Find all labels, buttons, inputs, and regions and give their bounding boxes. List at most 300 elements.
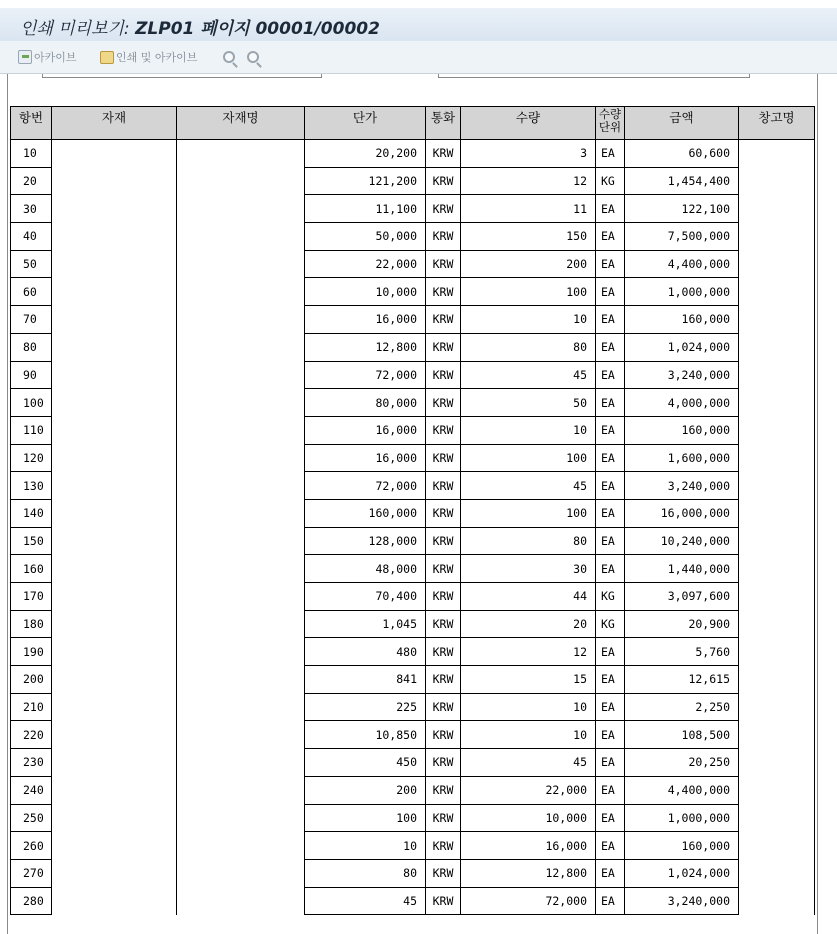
qty-unit-line2: 단위 [598, 120, 622, 134]
warehouse-cell [739, 804, 815, 832]
col-header-amount: 금액 [625, 107, 739, 140]
header-field-stub [438, 74, 750, 78]
amount-cell: 2,250 [625, 693, 739, 721]
currency-cell: KRW [426, 832, 461, 860]
table-row [11, 638, 815, 666]
currency-cell: KRW [426, 583, 461, 611]
material-name-cell [177, 472, 305, 500]
unit-price-cell: 80,000 [305, 389, 426, 417]
item-cell: 90 [11, 361, 52, 389]
unit-cell: EA [596, 638, 625, 666]
unit-price-cell: 200 [305, 776, 426, 804]
table-row [11, 444, 815, 472]
amount-cell: 160,000 [625, 416, 739, 444]
title-bar [0, 8, 837, 42]
qty-unit-line1: 수량 [598, 107, 622, 121]
amount-cell: 4,400,000 [625, 776, 739, 804]
amount-cell: 3,240,000 [625, 472, 739, 500]
table-header-row [11, 107, 815, 140]
table-row [11, 832, 815, 860]
table-row [11, 361, 815, 389]
zoom-in-button[interactable] [223, 48, 237, 66]
amount-cell: 1,600,000 [625, 444, 739, 472]
currency-cell: KRW [426, 195, 461, 223]
quantity-cell: 10 [461, 306, 596, 334]
quantity-cell: 100 [461, 278, 596, 306]
currency-cell: KRW [426, 278, 461, 306]
unit-price-cell: 121,200 [305, 167, 426, 195]
material-cell [52, 444, 177, 472]
quantity-cell: 20 [461, 610, 596, 638]
unit-cell: EA [596, 693, 625, 721]
unit-cell: EA [596, 776, 625, 804]
col-header-quantity: 수량 [461, 107, 596, 140]
print-archive-label: 인쇄 및 아카이브 [116, 51, 198, 64]
table-row [11, 776, 815, 804]
unit-cell: EA [596, 278, 625, 306]
amount-cell: 122,100 [625, 195, 739, 223]
material-cell [52, 389, 177, 417]
quantity-cell: 16,000 [461, 832, 596, 860]
title-document: ZLP01 페이지 00001/00002 [135, 19, 380, 39]
material-cell [52, 223, 177, 251]
item-cell: 10 [11, 140, 52, 168]
table-row [11, 250, 815, 278]
amount-cell: 3,240,000 [625, 887, 739, 915]
item-cell: 260 [11, 832, 52, 860]
unit-cell: EA [596, 666, 625, 694]
warehouse-cell [739, 499, 815, 527]
currency-cell: KRW [426, 361, 461, 389]
item-cell: 30 [11, 195, 52, 223]
print-archive-button[interactable] [100, 48, 197, 66]
material-name-cell [177, 278, 305, 306]
material-cell [52, 140, 177, 168]
warehouse-cell [739, 721, 815, 749]
item-cell: 220 [11, 721, 52, 749]
currency-cell: KRW [426, 721, 461, 749]
quantity-cell: 12,800 [461, 859, 596, 887]
unit-price-cell: 10,000 [305, 278, 426, 306]
amount-cell: 1,024,000 [625, 859, 739, 887]
material-cell [52, 472, 177, 500]
item-cell: 170 [11, 583, 52, 611]
unit-price-cell: 80 [305, 859, 426, 887]
amount-cell: 10,240,000 [625, 527, 739, 555]
amount-cell: 1,000,000 [625, 804, 739, 832]
page-edge-left [7, 74, 8, 934]
table-row [11, 749, 815, 777]
warehouse-cell [739, 416, 815, 444]
warehouse-cell [739, 693, 815, 721]
warehouse-cell [739, 887, 815, 915]
material-cell [52, 887, 177, 915]
table-row [11, 333, 815, 361]
currency-cell: KRW [426, 555, 461, 583]
col-header-material-name: 자재명 [177, 107, 305, 140]
unit-price-cell: 450 [305, 749, 426, 777]
item-cell: 40 [11, 223, 52, 251]
unit-cell: KG [596, 583, 625, 611]
unit-cell: EA [596, 887, 625, 915]
currency-cell: KRW [426, 666, 461, 694]
warehouse-cell [739, 389, 815, 417]
unit-cell: EA [596, 555, 625, 583]
zoom-out-button[interactable] [247, 48, 261, 66]
quantity-cell: 22,000 [461, 776, 596, 804]
warehouse-cell [739, 583, 815, 611]
currency-cell: KRW [426, 499, 461, 527]
table-row [11, 472, 815, 500]
material-cell [52, 527, 177, 555]
table-row [11, 804, 815, 832]
unit-price-cell: 72,000 [305, 472, 426, 500]
zoom-out-icon [247, 51, 259, 63]
amount-cell: 3,240,000 [625, 361, 739, 389]
archive-icon [18, 50, 32, 64]
material-cell [52, 776, 177, 804]
table-row [11, 693, 815, 721]
material-name-cell [177, 527, 305, 555]
material-name-cell [177, 555, 305, 583]
amount-cell: 4,400,000 [625, 250, 739, 278]
table-row [11, 721, 815, 749]
unit-price-cell: 1,045 [305, 610, 426, 638]
unit-price-cell: 160,000 [305, 499, 426, 527]
material-name-cell [177, 195, 305, 223]
currency-cell: KRW [426, 389, 461, 417]
warehouse-cell [739, 610, 815, 638]
quantity-cell: 44 [461, 583, 596, 611]
currency-cell: KRW [426, 693, 461, 721]
material-name-cell [177, 444, 305, 472]
warehouse-cell [739, 832, 815, 860]
unit-price-cell: 225 [305, 693, 426, 721]
currency-cell: KRW [426, 333, 461, 361]
quantity-cell: 45 [461, 749, 596, 777]
item-cell: 70 [11, 306, 52, 334]
material-name-cell [177, 361, 305, 389]
unit-price-cell: 10 [305, 832, 426, 860]
unit-cell: EA [596, 195, 625, 223]
table-row [11, 140, 815, 168]
table-row [11, 887, 815, 915]
unit-price-cell: 10,850 [305, 721, 426, 749]
amount-cell: 4,000,000 [625, 389, 739, 417]
warehouse-cell [739, 527, 815, 555]
material-name-cell [177, 167, 305, 195]
material-name-cell [177, 666, 305, 694]
currency-cell: KRW [426, 610, 461, 638]
col-header-material: 자재 [52, 107, 177, 140]
col-header-currency: 통화 [426, 107, 461, 140]
material-cell [52, 250, 177, 278]
currency-cell: KRW [426, 223, 461, 251]
col-header-warehouse: 창고명 [739, 107, 815, 140]
material-cell [52, 610, 177, 638]
unit-cell: EA [596, 749, 625, 777]
unit-cell: EA [596, 250, 625, 278]
item-cell: 190 [11, 638, 52, 666]
table-row [11, 610, 815, 638]
item-cell: 240 [11, 776, 52, 804]
quantity-cell: 10,000 [461, 804, 596, 832]
warehouse-cell [739, 638, 815, 666]
amount-cell: 108,500 [625, 721, 739, 749]
material-cell [52, 721, 177, 749]
warehouse-cell [739, 749, 815, 777]
quantity-cell: 45 [461, 472, 596, 500]
currency-cell: KRW [426, 527, 461, 555]
quantity-cell: 100 [461, 444, 596, 472]
material-cell [52, 278, 177, 306]
item-cell: 280 [11, 887, 52, 915]
warehouse-cell [739, 361, 815, 389]
currency-cell: KRW [426, 444, 461, 472]
unit-cell: KG [596, 167, 625, 195]
unit-cell: EA [596, 444, 625, 472]
table-row [11, 389, 815, 417]
warehouse-cell [739, 195, 815, 223]
material-cell [52, 195, 177, 223]
unit-cell: EA [596, 859, 625, 887]
currency-cell: KRW [426, 804, 461, 832]
amount-cell: 1,440,000 [625, 555, 739, 583]
material-name-cell [177, 416, 305, 444]
title-prefix: 인쇄 미리보기: [20, 19, 136, 39]
warehouse-cell [739, 555, 815, 583]
warehouse-cell [739, 444, 815, 472]
currency-cell: KRW [426, 140, 461, 168]
unit-price-cell: 50,000 [305, 223, 426, 251]
item-cell: 20 [11, 167, 52, 195]
amount-cell: 1,024,000 [625, 333, 739, 361]
item-cell: 160 [11, 555, 52, 583]
unit-price-cell: 100 [305, 804, 426, 832]
col-header-qty-unit [596, 107, 625, 140]
amount-cell: 12,615 [625, 666, 739, 694]
quantity-cell: 30 [461, 555, 596, 583]
unit-price-cell: 22,000 [305, 250, 426, 278]
material-name-cell [177, 389, 305, 417]
item-cell: 60 [11, 278, 52, 306]
currency-cell: KRW [426, 776, 461, 804]
unit-price-cell: 72,000 [305, 361, 426, 389]
unit-price-cell: 16,000 [305, 306, 426, 334]
material-cell [52, 583, 177, 611]
window-title [20, 14, 380, 39]
currency-cell: KRW [426, 887, 461, 915]
col-header-unit-price: 단가 [305, 107, 426, 140]
table-row [11, 195, 815, 223]
unit-price-cell: 45 [305, 887, 426, 915]
currency-cell: KRW [426, 638, 461, 666]
quantity-cell: 10 [461, 693, 596, 721]
material-name-cell [177, 887, 305, 915]
material-name-cell [177, 693, 305, 721]
unit-price-cell: 841 [305, 666, 426, 694]
warehouse-cell [739, 333, 815, 361]
material-name-cell [177, 333, 305, 361]
item-cell: 50 [11, 250, 52, 278]
quantity-cell: 45 [461, 361, 596, 389]
unit-cell: EA [596, 527, 625, 555]
quantity-cell: 3 [461, 140, 596, 168]
material-name-cell [177, 721, 305, 749]
unit-cell: EA [596, 472, 625, 500]
unit-cell: EA [596, 499, 625, 527]
warehouse-cell [739, 859, 815, 887]
item-cell: 200 [11, 666, 52, 694]
currency-cell: KRW [426, 306, 461, 334]
quantity-cell: 80 [461, 333, 596, 361]
material-cell [52, 693, 177, 721]
warehouse-cell [739, 223, 815, 251]
item-cell: 130 [11, 472, 52, 500]
material-name-cell [177, 638, 305, 666]
warehouse-cell [739, 167, 815, 195]
item-cell: 110 [11, 416, 52, 444]
material-cell [52, 306, 177, 334]
material-cell [52, 361, 177, 389]
quantity-cell: 200 [461, 250, 596, 278]
currency-cell: KRW [426, 416, 461, 444]
material-name-cell [177, 223, 305, 251]
material-cell [52, 416, 177, 444]
table-row [11, 499, 815, 527]
table-row [11, 278, 815, 306]
material-cell [52, 859, 177, 887]
item-cell: 210 [11, 693, 52, 721]
unit-cell: EA [596, 832, 625, 860]
unit-price-cell: 16,000 [305, 416, 426, 444]
unit-cell: EA [596, 804, 625, 832]
amount-cell: 160,000 [625, 832, 739, 860]
amount-cell: 1,454,400 [625, 167, 739, 195]
warehouse-cell [739, 776, 815, 804]
material-cell [52, 167, 177, 195]
item-cell: 80 [11, 333, 52, 361]
currency-cell: KRW [426, 250, 461, 278]
quantity-cell: 12 [461, 167, 596, 195]
item-cell: 100 [11, 389, 52, 417]
warehouse-cell [739, 250, 815, 278]
table-row [11, 555, 815, 583]
quantity-cell: 15 [461, 666, 596, 694]
material-name-cell [177, 140, 305, 168]
material-name-cell [177, 499, 305, 527]
unit-cell: KG [596, 610, 625, 638]
unit-cell: EA [596, 306, 625, 334]
currency-cell: KRW [426, 859, 461, 887]
page-edge-right [817, 74, 818, 934]
item-cell: 180 [11, 610, 52, 638]
item-cell: 230 [11, 749, 52, 777]
table-row [11, 666, 815, 694]
amount-cell: 20,900 [625, 610, 739, 638]
material-cell [52, 749, 177, 777]
amount-cell: 1,000,000 [625, 278, 739, 306]
quantity-cell: 100 [461, 499, 596, 527]
amount-cell: 20,250 [625, 749, 739, 777]
quantity-cell: 12 [461, 638, 596, 666]
material-cell [52, 666, 177, 694]
item-cell: 270 [11, 859, 52, 887]
amount-cell: 7,500,000 [625, 223, 739, 251]
material-name-cell [177, 250, 305, 278]
amount-cell: 16,000,000 [625, 499, 739, 527]
zoom-in-icon [223, 51, 235, 63]
table-row [11, 527, 815, 555]
col-header-item: 항번 [11, 107, 52, 140]
item-cell: 140 [11, 499, 52, 527]
unit-cell: EA [596, 140, 625, 168]
table-row [11, 306, 815, 334]
material-name-cell [177, 832, 305, 860]
quantity-cell: 80 [461, 527, 596, 555]
unit-cell: EA [596, 416, 625, 444]
material-name-cell [177, 859, 305, 887]
printer-icon [100, 51, 114, 64]
warehouse-cell [739, 306, 815, 334]
warehouse-cell [739, 666, 815, 694]
amount-cell: 160,000 [625, 306, 739, 334]
unit-price-cell: 11,100 [305, 195, 426, 223]
quantity-cell: 72,000 [461, 887, 596, 915]
material-cell [52, 499, 177, 527]
unit-price-cell: 20,200 [305, 140, 426, 168]
table-row [11, 583, 815, 611]
unit-price-cell: 128,000 [305, 527, 426, 555]
quantity-cell: 11 [461, 195, 596, 223]
header-field-stub [42, 74, 322, 78]
unit-price-cell: 48,000 [305, 555, 426, 583]
warehouse-cell [739, 278, 815, 306]
unit-price-cell: 70,400 [305, 583, 426, 611]
warehouse-cell [739, 472, 815, 500]
unit-price-cell: 16,000 [305, 444, 426, 472]
amount-cell: 5,760 [625, 638, 739, 666]
material-cell [52, 333, 177, 361]
unit-price-cell: 480 [305, 638, 426, 666]
material-cell [52, 638, 177, 666]
material-name-cell [177, 306, 305, 334]
unit-cell: EA [596, 333, 625, 361]
material-cell [52, 804, 177, 832]
amount-cell: 60,600 [625, 140, 739, 168]
material-name-cell [177, 749, 305, 777]
currency-cell: KRW [426, 472, 461, 500]
quantity-cell: 10 [461, 416, 596, 444]
table-row [11, 167, 815, 195]
item-cell: 150 [11, 527, 52, 555]
material-cell [52, 832, 177, 860]
item-table [10, 106, 815, 915]
unit-cell: EA [596, 223, 625, 251]
material-name-cell [177, 610, 305, 638]
currency-cell: KRW [426, 749, 461, 777]
archive-button[interactable] [18, 48, 77, 66]
quantity-cell: 150 [461, 223, 596, 251]
quantity-cell: 50 [461, 389, 596, 417]
material-name-cell [177, 583, 305, 611]
archive-label: 아카이브 [34, 51, 77, 64]
table-row [11, 223, 815, 251]
quantity-cell: 10 [461, 721, 596, 749]
unit-cell: EA [596, 721, 625, 749]
material-name-cell [177, 776, 305, 804]
item-cell: 120 [11, 444, 52, 472]
